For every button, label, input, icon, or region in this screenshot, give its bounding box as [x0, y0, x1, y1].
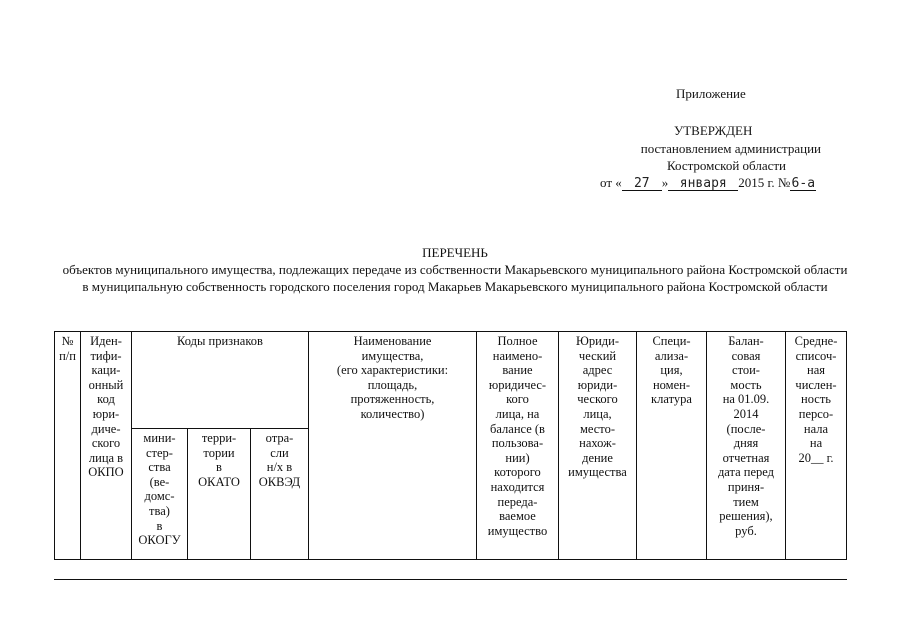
approved-by: постановлением администрации [640, 141, 821, 156]
table-bottom-rule [54, 579, 847, 580]
date-day: 27 [622, 177, 662, 191]
title-heading: ПЕРЕЧЕНЬ [422, 245, 488, 260]
header-cell-okogu: мини- стер- ства (ве- домс- тва) в ОКОГУ [132, 429, 188, 560]
header-cell-okved: отра- сли н/х в ОКВЭД [251, 429, 309, 560]
header-cell-name: Наименование имущества, (его характеристики: площадь, протяженность, количество) [309, 332, 477, 560]
date-month: января [668, 177, 738, 191]
header-cell-okpo: Иден- тифи- каци- онный код юри- диче- ского лица в ОКПО [81, 332, 132, 560]
header-cell-codes: Коды признаков [132, 332, 309, 429]
date-year: 2015 г. № [738, 175, 791, 190]
header-cell-okato: терри- тории в ОКАТО [188, 429, 251, 560]
approved-label: УТВЕРЖДЕН [674, 123, 753, 138]
date-prefix: от « [600, 175, 622, 190]
property-list-table [54, 331, 847, 560]
appendix-label: Приложение [676, 86, 746, 101]
header-cell-staff: Средне- списоч- ная числен- ность персо- нала на 20__ г. [786, 332, 847, 560]
date-mid: » [661, 175, 669, 190]
header-cell-address: Юриди- ческий адрес юриди- ческого лица, место- нахож- дение имущества [559, 332, 637, 560]
date-number: 6-а [791, 176, 816, 191]
header-cell-full-name: Полное наимено- вание юридичес- кого лица, на балансе (в пользова- нии) которого находится переда- ваемое имущество [477, 332, 559, 560]
document-title [60, 244, 850, 295]
approved-region: Костромской области [666, 158, 786, 173]
header-cell-specialization: Специ- ализа- ция, номен- клатура [637, 332, 707, 560]
approval-date-line [600, 174, 816, 191]
header-cell-number: № п/п [55, 332, 81, 560]
title-subtitle: объектов муниципального имущества, подлежащих передаче из собственности Макарьевского муниципального района Костромской области в муниципальную собственность городского поселения город Макарьев Макарьевского муниципального района Костромской области [62, 262, 848, 294]
header-cell-balance: Балан- совая стои- мость на 01.09. 2014 (после- дняя отчетная дата перед приня- тием решения), руб. [707, 332, 786, 560]
